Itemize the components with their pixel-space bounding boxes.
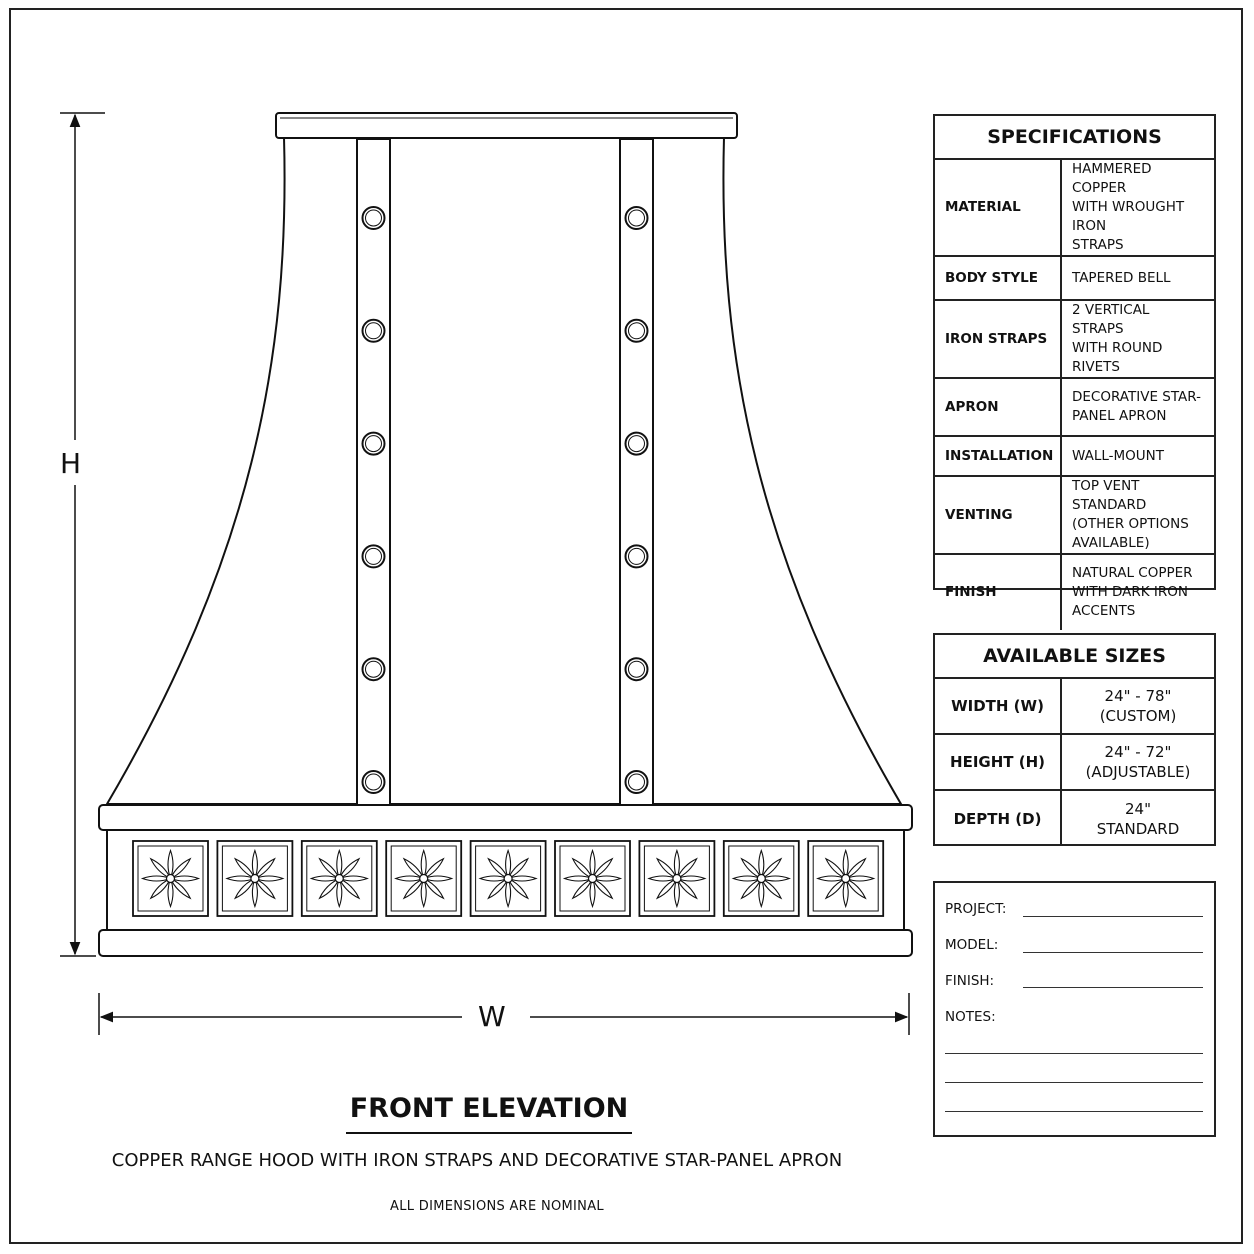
star-flower-ornament	[818, 851, 874, 907]
size-row	[935, 734, 1214, 790]
dimensions-note: ALL DIMENSIONS ARE NOMINAL	[390, 1199, 604, 1214]
spec-value-line: WITH DARK IRON	[1072, 584, 1189, 600]
star-flower-ornament	[396, 851, 452, 907]
finish-line[interactable]	[1023, 987, 1203, 988]
size-value-line: 24" - 78"	[1104, 687, 1172, 705]
size-value-line: 24"	[1125, 799, 1151, 818]
size-value	[1061, 679, 1214, 734]
project-label: PROJECT:	[945, 901, 1007, 917]
spec-row	[935, 160, 1214, 256]
spec-row	[935, 378, 1214, 436]
spec-value-line: DECORATIVE STAR-	[1072, 389, 1201, 405]
specifications-title: SPECIFICATIONS	[935, 116, 1214, 160]
size-key: HEIGHT (H)	[935, 734, 1061, 790]
spec-value-line: ACCENTS	[1072, 603, 1136, 619]
spec-value	[1061, 378, 1214, 436]
star-flower-ornament	[143, 851, 199, 907]
size-row	[935, 679, 1214, 734]
notes-line-3[interactable]	[945, 1111, 1203, 1112]
project-info-block	[933, 881, 1216, 1137]
apron-star-panel	[639, 841, 714, 916]
apron-bottom-band	[99, 930, 912, 956]
apron-star-panel	[217, 841, 292, 916]
project-line[interactable]	[1023, 916, 1203, 917]
apron-star-panel	[302, 841, 377, 916]
size-value	[1061, 790, 1214, 846]
model-line[interactable]	[1023, 952, 1203, 953]
apron-star-panel	[555, 841, 630, 916]
size-key: WIDTH (W)	[935, 679, 1061, 734]
spec-key: FINISH	[935, 554, 1061, 630]
apron-star-panel	[386, 841, 461, 916]
star-flower-ornament	[480, 851, 536, 907]
available-sizes-table	[933, 633, 1216, 846]
spec-row	[935, 256, 1214, 300]
spec-row	[935, 300, 1214, 378]
spec-value-line: NATURAL COPPER	[1072, 565, 1193, 581]
apron-star-panel	[808, 841, 883, 916]
spec-value-line: AVAILABLE)	[1072, 535, 1150, 551]
finish-label: FINISH:	[945, 973, 995, 989]
spec-value-line: TAPERED BELL	[1072, 269, 1171, 286]
available-sizes-rows	[935, 679, 1214, 846]
apron-top-band	[99, 805, 912, 830]
spec-value-line: (OTHER OPTIONS	[1072, 516, 1189, 532]
star-flower-ornament	[311, 851, 367, 907]
specifications-rows	[935, 160, 1214, 630]
size-key: DEPTH (D)	[935, 790, 1061, 846]
size-value	[1061, 734, 1214, 790]
apron-star-panel	[724, 841, 799, 916]
spec-key: VENTING	[935, 476, 1061, 554]
hood-body	[107, 137, 901, 804]
spec-value	[1061, 436, 1214, 476]
notes-label: NOTES:	[945, 1009, 996, 1025]
model-label: MODEL:	[945, 937, 999, 953]
spec-row	[935, 436, 1214, 476]
spec-value	[1061, 160, 1214, 256]
star-flower-ornament	[649, 851, 705, 907]
star-flower-ornament	[565, 851, 621, 907]
spec-value	[1061, 476, 1214, 554]
iron-strap-right	[620, 139, 653, 805]
spec-value-line: TOP VENT STANDARD	[1072, 478, 1147, 513]
notes-line-2[interactable]	[945, 1082, 1203, 1083]
star-flower-ornament	[733, 851, 789, 907]
spec-value	[1061, 300, 1214, 378]
specifications-table	[933, 114, 1216, 619]
iron-strap-left	[357, 139, 390, 805]
height-label: H	[60, 447, 82, 480]
spec-value-line: PANEL APRON	[1072, 408, 1167, 424]
crown-cap	[276, 113, 737, 138]
spec-value-line: WALL-MOUNT	[1072, 447, 1165, 464]
apron-star-panel	[471, 841, 546, 916]
spec-value-line: WITH WROUGHT IRON	[1072, 199, 1185, 234]
available-sizes-title: AVAILABLE SIZES	[935, 635, 1214, 679]
spec-row	[935, 554, 1214, 630]
spec-key: MATERIAL	[935, 160, 1061, 256]
size-row	[935, 790, 1214, 846]
size-value-line: (CUSTOM)	[1099, 707, 1177, 725]
spec-value-line: WITH ROUND RIVETS	[1072, 340, 1163, 375]
star-flower-ornament	[227, 851, 283, 907]
width-label: W	[478, 1000, 506, 1033]
spec-row	[935, 476, 1214, 554]
spec-key: INSTALLATION	[935, 436, 1061, 476]
spec-value	[1061, 256, 1214, 300]
spec-key: BODY STYLE	[935, 256, 1061, 300]
spec-key: IRON STRAPS	[935, 300, 1061, 378]
spec-key: APRON	[935, 378, 1061, 436]
spec-value	[1061, 554, 1214, 630]
notes-line-1[interactable]	[945, 1053, 1203, 1054]
size-value-line: STANDARD	[1096, 819, 1180, 838]
spec-value-line: STRAPS	[1072, 237, 1124, 253]
drawing-title: FRONT ELEVATION	[346, 1093, 632, 1134]
spec-value-line: HAMMERED COPPER	[1072, 161, 1152, 196]
size-value-line: 24" - 72"	[1104, 743, 1172, 761]
apron-star-panel	[133, 841, 208, 916]
spec-value-line: 2 VERTICAL STRAPS	[1072, 302, 1150, 337]
drawing-subtitle: COPPER RANGE HOOD WITH IRON STRAPS AND DECORATIVE STAR-PANEL APRON	[111, 1150, 843, 1171]
size-value-line: (ADJUSTABLE)	[1085, 763, 1191, 781]
height-dimension	[60, 113, 105, 956]
